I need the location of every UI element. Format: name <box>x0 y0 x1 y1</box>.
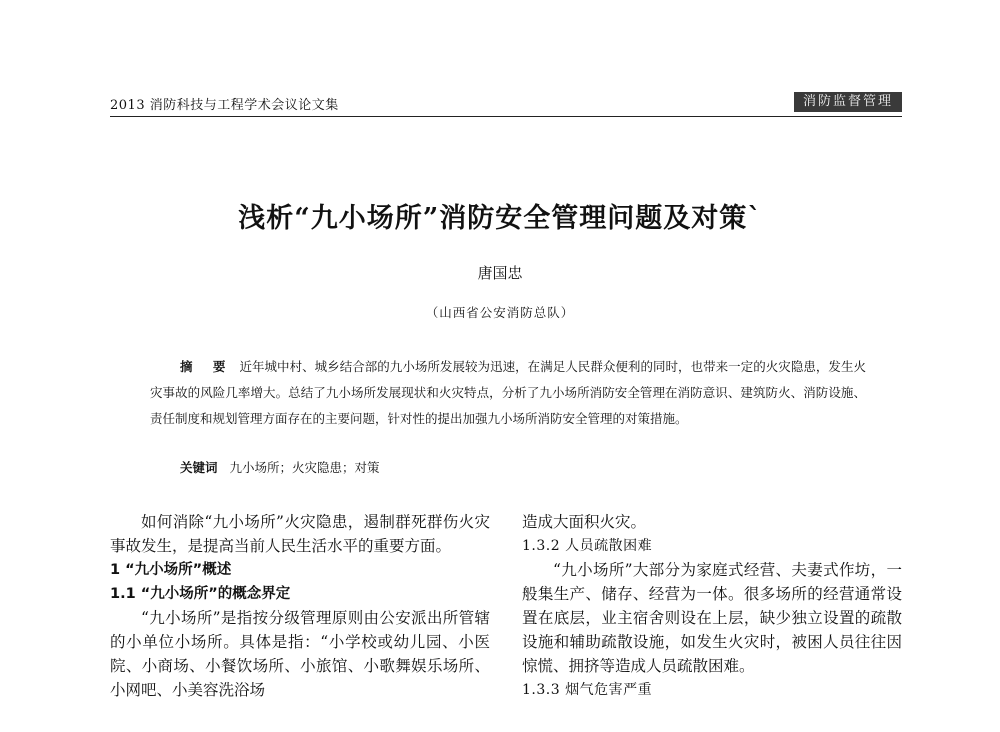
continued-paragraph: 造成大面积火灾。 <box>522 513 647 531</box>
abstract <box>150 354 866 432</box>
keywords-label: 关键词 <box>180 460 218 475</box>
section-tag: 消防监督管理 <box>794 92 902 112</box>
right-column <box>522 510 902 702</box>
subsection-heading-1-3-3: 1.3.3 烟气危害严重 <box>522 682 653 698</box>
left-column <box>110 510 490 702</box>
abstract-text: 近年城中村、城乡结合部的九小场所发展较为迅速，在满足人民群众便利的同时，也带来一定的火灾隐患，发生火灾事故的风险几率增大。总结了九小场所发展现状和火灾特点，分析了九小场所消防安全管理在消防意识、建筑防火、消防设施、责任制度和规划管理方面存在的主要问题，针对性的提出加强九小场所消防安全管理的对策措施。 <box>150 359 866 426</box>
intro-paragraph: 如何消除“九小场所”火灾隐患，遏制群死群伤火灾事故发生，是提高当前人民生活水平的重要方面。 <box>110 513 490 555</box>
keywords-text: 九小场所；火灾隐患；对策 <box>229 460 380 475</box>
keywords <box>180 458 380 476</box>
author-affiliation: （山西省公安消防总队） <box>425 305 575 320</box>
section-heading-1: 1 “九小场所”概述 <box>110 562 232 578</box>
proceedings-title: 2013 消防科技与工程学术会议论文集 <box>110 98 339 113</box>
subsection-heading-1-3-2: 1.3.2 人员疏散困难 <box>522 538 653 554</box>
author-name: 唐国忠 <box>477 264 523 282</box>
evacuation-paragraph: “九小场所”大部分为家庭式经营、夫妻式作坊，一般集生产、储存、经营为一体。很多场所的经营通常设置在底层，业主宿舍则设在上层，缺少独立设置的疏散设施和辅助疏散设施，如发生火灾时，被困人员往往因惊慌、拥挤等造成人员疏散困难。 <box>522 561 902 675</box>
subsection-heading-1-1: 1.1 “九小场所”的概念界定 <box>110 586 291 602</box>
running-header <box>110 92 902 117</box>
paper-title: 浅析“九小场所”消防安全管理问题及对策` <box>238 203 762 234</box>
abstract-label: 摘 要 <box>180 359 234 374</box>
definition-paragraph: “九小场所”是指按分级管理原则由公安派出所管辖的小单位小场所。具体是指：“小学校或幼儿园、小医院、小商场、小餐饮场所、小旅馆、小歌舞娱乐场所、小网吧、小美容洗浴场 <box>110 609 490 699</box>
